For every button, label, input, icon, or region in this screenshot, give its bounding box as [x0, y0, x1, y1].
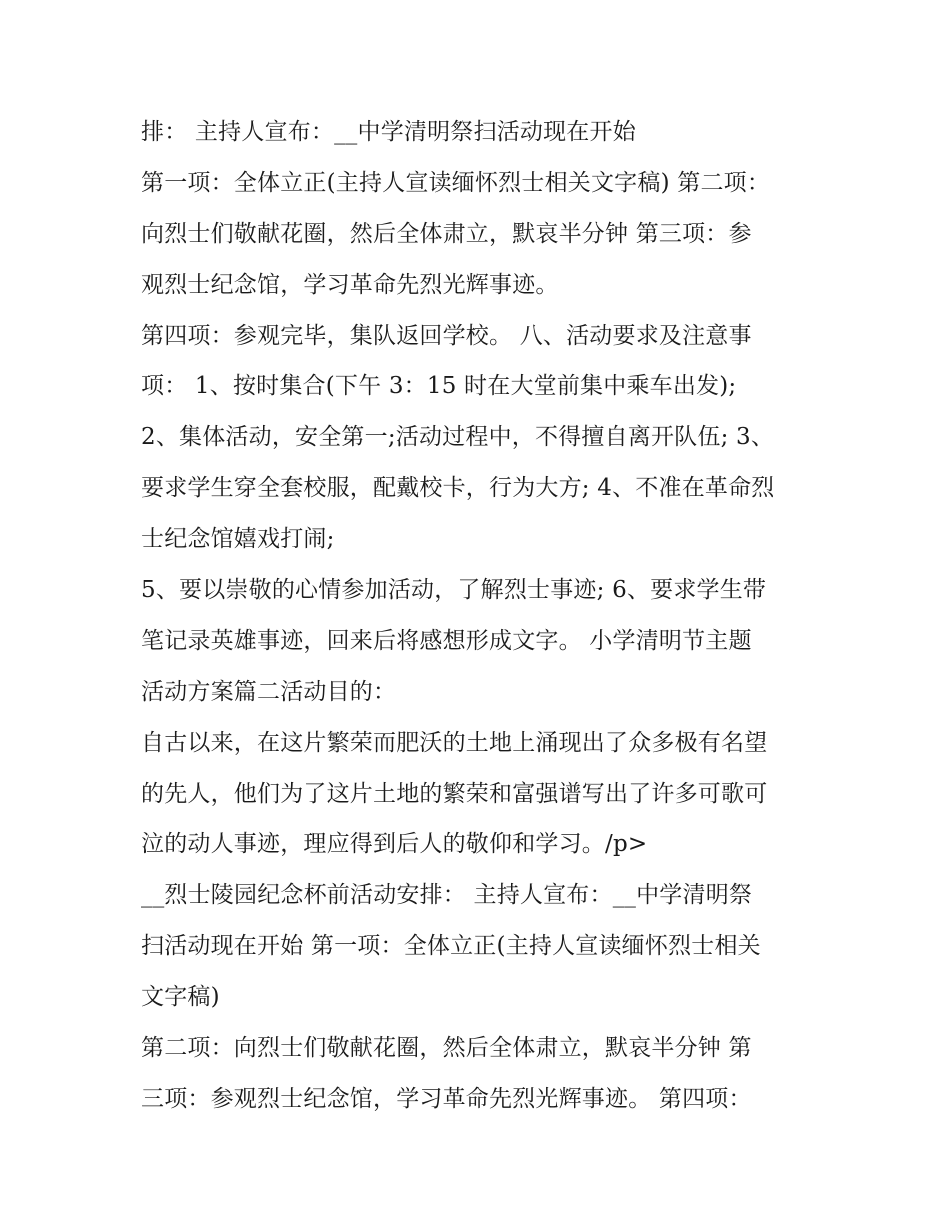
text-line: 活动方案篇二活动目的：: [141, 678, 397, 705]
text-line: 三项：参观烈士纪念馆，学习革命先烈光辉事迹。 第四项：: [141, 1085, 752, 1112]
text-line: 向烈士们敬献花圈，然后全体肃立，默哀半分钟 第三项：参: [141, 220, 752, 247]
text-line: 文字稿): [141, 984, 220, 1011]
text-line: 第四项：参观完毕，集队返回学校。 八、活动要求及注意事: [141, 322, 752, 349]
document-body: [141, 107, 821, 1125]
text-line: 排： 主持人宣布：__中学清明祭扫活动现在开始: [141, 119, 636, 145]
text-line: 观烈士纪念馆，学习革命先烈光辉事迹。: [141, 271, 559, 298]
text-line: 士纪念馆嬉戏打闹;: [141, 526, 335, 553]
text-line: 要求学生穿全套校服，配戴校卡，行为大方; 4、不准在革命烈: [141, 475, 775, 502]
text-line: 笔记录英雄事迹，回来后将感想形成文字。 小学清明节主题: [141, 627, 752, 654]
text-line: 的先人，他们为了这片土地的繁荣和富强谱写出了许多可歌可: [141, 780, 768, 807]
text-line: 第一项：全体立正(主持人宣读缅怀烈士相关文字稿) 第二项：: [141, 169, 771, 196]
text-line: 自古以来，在这片繁荣而肥沃的土地上涌现出了众多极有名望: [141, 729, 768, 756]
text-line: __烈士陵园纪念杯前活动安排： 主持人宣布：__中学清明祭: [141, 882, 753, 909]
text-line: 5、要以崇敬的心情参加活动，了解烈士事迹; 6、要求学生带: [141, 577, 767, 604]
text-line: 泣的动人事迹，理应得到后人的敬仰和学习。/p>: [141, 831, 648, 858]
text-line: 2、集体活动，安全第一;活动过程中，不得擅自离开队伍; 3、: [141, 424, 775, 451]
text-line: 第二项：向烈士们敬献花圈，然后全体肃立，默哀半分钟 第: [141, 1035, 752, 1062]
text-line: 项： 1、按时集合(下午 3：15 时在大堂前集中乘车出发);: [141, 373, 737, 400]
text-line: 扫活动现在开始 第一项：全体立正(主持人宣读缅怀烈士相关: [141, 933, 761, 960]
